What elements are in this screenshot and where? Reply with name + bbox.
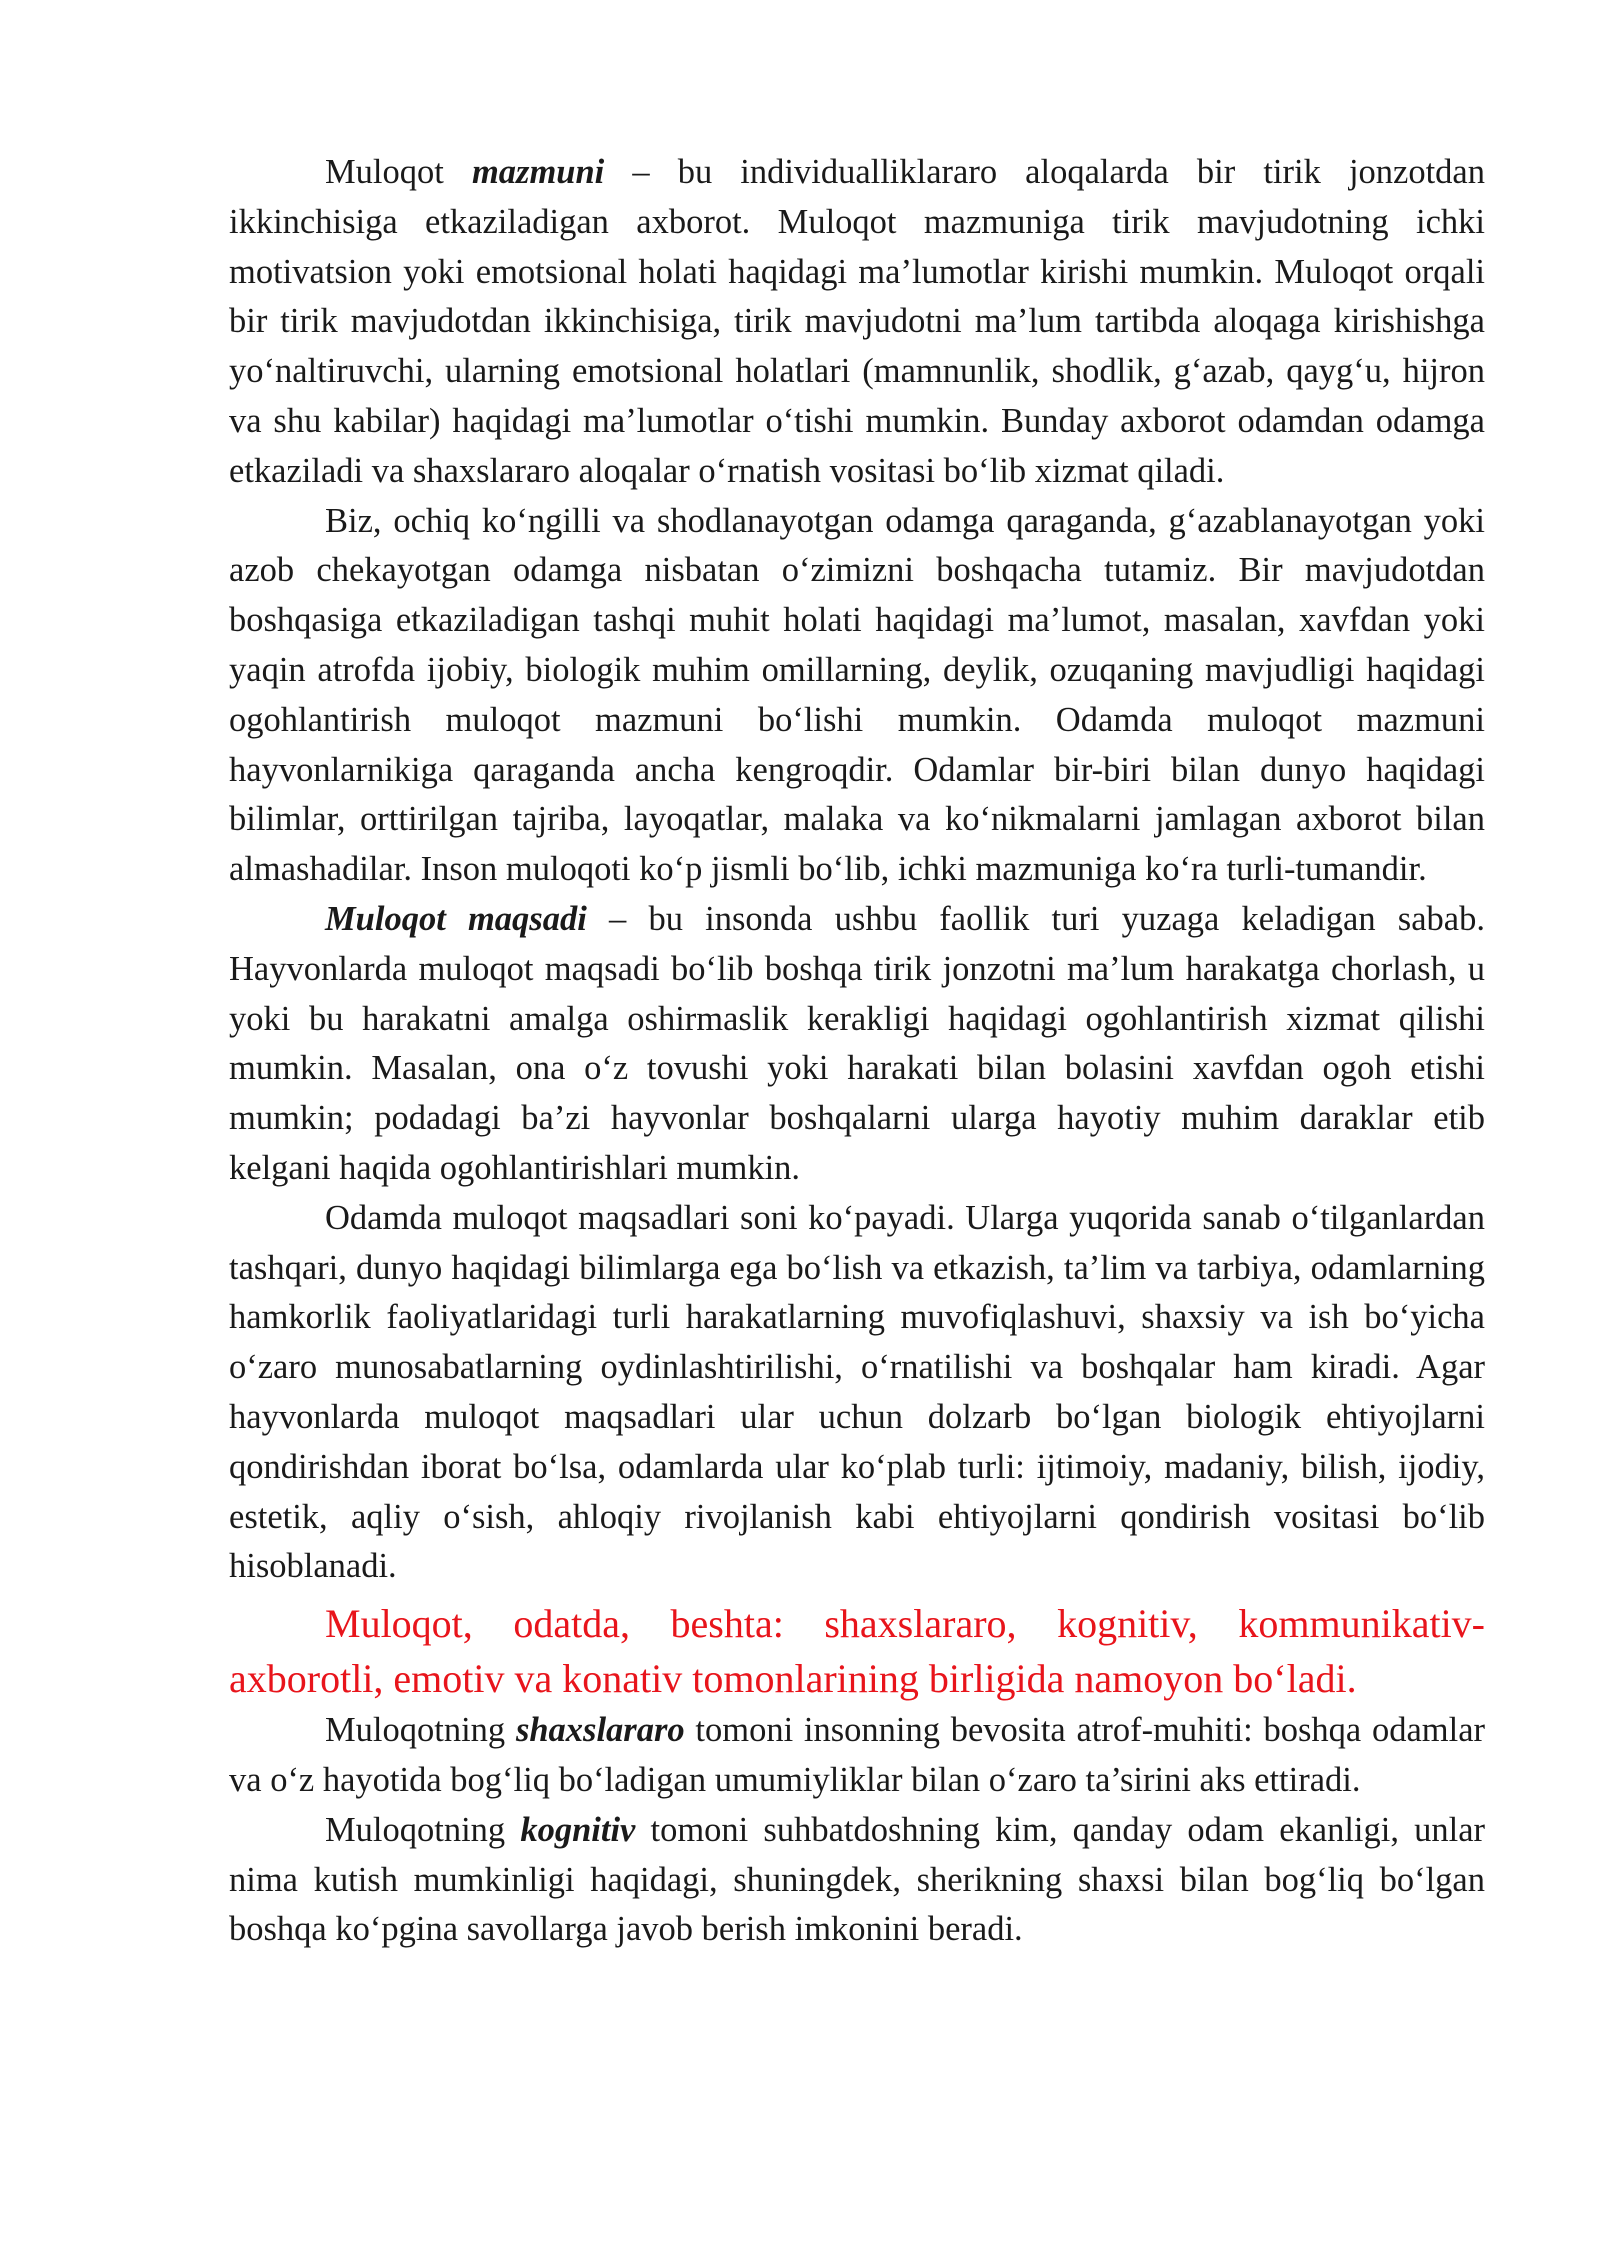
paragraph-body-text: – bu individualliklararo aloqalarda bir tirik jonzotdan ikkinchisiga etkaziladigan axborot. Muloqot mazmuniga tirik mavjudotning ichki motivatsion yoki emotsional holati haqidagi ma’lumotlar kirishi mumkin. Muloqot orqali bir tirik mavjudotdan ikkinchisiga, tirik mavjudotni ma’lum tartibda aloqaga kirishishga yo‘naltiruvchi, ularning emotsional holatlari (mamnunlik, shodlik, g‘azab, qayg‘u, hijron va shu kabilar) haqidagi ma’lumotlar o‘tishi mumkin. Bunday axborot odamdan odamga etkaziladi va shaxslararo aloqalar o‘rnatish vositasi bo‘lib xizmat qiladi. xyxy=(229,153,1485,490)
paragraph-interpersonal-aspect xyxy=(229,1706,1485,1806)
paragraph-content-definition xyxy=(229,148,1485,497)
paragraph-lead-text: Muloqotning xyxy=(325,1810,521,1849)
term-kognitiv: kognitiv xyxy=(520,1810,636,1849)
paragraph-body-text: tomoni insonning bevosita atrof-muhiti: boshqa odamlar va o‘z hayotida bog‘liq bo‘ladigan umumiyliklar bilan o‘zaro ta’sirini aks ettiradi. xyxy=(229,1711,1486,1799)
term-mazmuni: mazmuni xyxy=(471,153,605,191)
paragraph-goal-definition xyxy=(229,895,1485,1194)
term-shaxslararo: shaxslararo xyxy=(515,1711,685,1750)
paragraph-human-goals: Odamda muloqot maqsadlari soni ko‘payadi. Ularga yuqorida sanab o‘tilganlardan tashqari, dunyo haqidagi bilimlarga ega bo‘lish va etkazish, ta’lim va tarbiya, odamlarning hamkorlik faoliyatlaridagi turli harakatlarning muvofiqlashuvi, shaxsiy va ish bo‘yicha o‘zaro munosabatlarning oydinlashtirilishi, o‘rnatilishi va boshqalar ham kiradi. Agar hayvonlarda muloqot maqsadlari ular uchun dolzarb bo‘lgan biologik ehtiyojlarni qondirishdan iborat bo‘lsa, odamlarda ular ko‘plab turli: ijtimoiy, madaniy, bilish, ijodiy, estetik, aqliy o‘sish, ahloqiy rivojlanish kabi ehtiyojlarni qondirish vositasi bo‘lib hisoblanadi. xyxy=(229,1198,1485,1586)
document-page xyxy=(229,148,1485,1955)
paragraph-lead-text: Muloqotning xyxy=(325,1711,516,1750)
paragraph-body-text: tomoni suhbatdoshning kim, qanday odam ekanligi, unlar nima kutish mumkinligi haqidagi, shuningdek, sherikning shaxsi bilan bog‘liq bo‘lgan boshqa ko‘pgina savollarga javob berish imkonini beradi. xyxy=(229,1810,1485,1949)
highlighted-statement: Muloqot, odatda, beshta: shaxslararo, kognitiv, kommunikativ-axborotli, emotiv va konativ tomonlarining birligida namoyon bo‘ladi. xyxy=(229,1601,1485,1702)
paragraph-content-examples: Biz, ochiq ko‘ngilli va shodlanayotgan odamga qaraganda, g‘azablanayotgan yoki azob chekayotgan odamga nisbatan o‘zimizni boshqacha tutamiz. Bir mavjudotdan boshqasiga etkaziladigan tashqi muhit holati haqidagi ma’lumot, masalan, xavfdan yoki yaqin atrofda ijobiy, biologik muhim omillarning, deylik, ozuqaning mavjudligi haqidagi ogohlantirish muloqot mazmuni bo‘lishi mumkin. Odamda muloqot mazmuni hayvonlarnikiga qaraganda ancha kengroqdir. Odamlar bir-biri bilan dunyo haqidagi bilimlar, orttirilgan tajriba, layoqatlar, malaka va ko‘nikmalarni jamlagan axborot bilan almashadilar. Inson muloqoti ko‘p jismli bo‘lib, ichki mazmuniga ko‘ra turli-tumandir. xyxy=(229,501,1485,889)
term-muloqot-maqsadi: Muloqot maqsadi xyxy=(325,899,587,938)
paragraph-lead-text: Muloqot xyxy=(325,153,472,191)
paragraph-cognitive-aspect xyxy=(229,1806,1485,1955)
paragraph-body-text: – bu insonda ushbu faollik turi yuzaga keladigan sabab. Hayvonlarda muloqot maqsadi bo‘lib boshqa tirik jonzotni ma’lum harakatga chorlash, u yoki bu harakatni amalga oshirmaslik kerakligi haqidagi ogohlantirish xizmat qilishi mumkin. Masalan, ona o‘z tovushi yoki harakati bilan bolasini xavfdan ogoh etishi mumkin; podadagi ba’zi hayvonlar boshqalarni ularga hayotiy muhim daraklar etib kelgani haqida ogohlantirishlari mumkin. xyxy=(229,899,1485,1187)
